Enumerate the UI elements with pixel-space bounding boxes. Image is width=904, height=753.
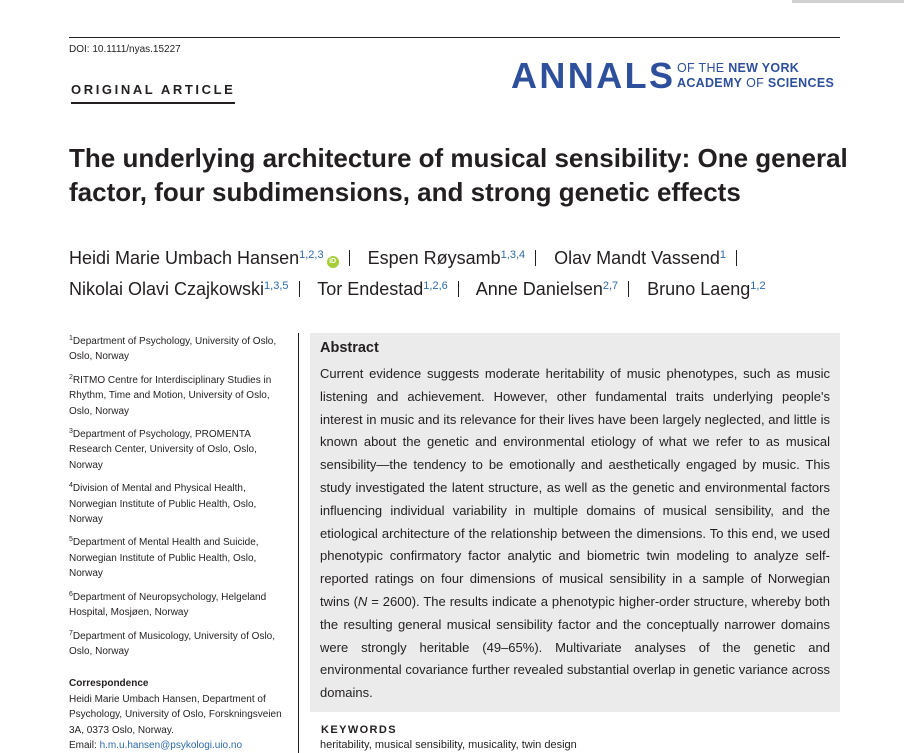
author[interactable] xyxy=(69,248,339,268)
journal-sub-of-the: OF THE xyxy=(677,61,729,75)
author[interactable] xyxy=(368,248,526,268)
author-affiliation-refs[interactable]: 1,2,6 xyxy=(423,280,448,292)
author-separator xyxy=(458,281,459,297)
journal-sub-sciences: SCIENCES xyxy=(767,76,835,90)
abstract-text-part2: = 2600). The results indicate a phenotypic higher-order structure, whereby both the resulting general musical sensibility factor and the conceptually narrower domains were strongly heritable (49–65%). Multivariate analyses of the genetic and environmental covariance further revealed substantial overlap in genetic variance across domains. xyxy=(320,593,830,701)
author-affiliation-refs[interactable]: 1,2,3 xyxy=(299,249,324,261)
author-separator xyxy=(299,281,300,297)
affiliation-text: Division of Mental and Physical Health, Norwegian Institute of Public Health, Oslo, Norway xyxy=(69,483,257,526)
affiliation-number: 5 xyxy=(69,536,73,544)
header-rule xyxy=(69,37,840,38)
affiliation-text: Department of Mental Health and Suicide, Norwegian Institute of Public Health, Oslo, Norway xyxy=(69,537,259,580)
affiliation-number: 1 xyxy=(69,335,73,342)
affiliation-number: 2 xyxy=(69,373,73,381)
affiliation xyxy=(69,626,291,660)
author-name: Olav Mandt Vassend xyxy=(554,248,720,268)
author-name: Bruno Laeng xyxy=(647,279,751,299)
article-title: The underlying architecture of musical sensibility: One general factor, four subdimensions, and strong genetic effects xyxy=(69,143,848,207)
journal-subtitle xyxy=(677,61,834,91)
author-list xyxy=(69,241,849,303)
scroll-indicator xyxy=(792,0,904,3)
abstract-text xyxy=(320,363,830,705)
affiliation xyxy=(69,424,291,473)
affiliation xyxy=(69,478,291,527)
orcid-icon[interactable]: iD xyxy=(327,256,339,268)
keywords-list: heritability, musical sensibility, musicality, twin design xyxy=(320,739,577,751)
column-divider xyxy=(298,333,299,753)
abstract-text-part1: Current evidence suggests moderate heritability of music phenotypes, such as music listening and achievement. However, other fundamental traits underlying people's interest in music and its relevance for their lives have been largely neglected, and little is known about the genetic and environmental etiology of what we refer to as musical sensibility—the tendency to be emotionally and aesthetically engaged by music. This study investigated the latent structure, as well as the genetic and environmental factors influencing individual variability in multiple domains of musical sensibility, and the etiological architecture of the relationship between the dimensions. To this end, we used phenotypic confirmatory factor analytic and biometric twin modeling to analyze self-reported ratings on four dimensions of musical sensibility in a sample of Norwegian twins ( xyxy=(320,366,830,609)
author-name: Tor Endestad xyxy=(317,279,424,299)
author-affiliation-refs[interactable]: 1,2 xyxy=(750,280,766,292)
correspondence-heading: Correspondence xyxy=(69,678,149,690)
author-affiliation-refs[interactable]: 1 xyxy=(719,249,727,261)
author[interactable] xyxy=(317,279,448,299)
affiliation xyxy=(69,331,291,365)
correspondence-text: Heidi Marie Umbach Hansen, Department of Psychology, University of Oslo, Forskningsveien 3A, 0373 Oslo, Norway. xyxy=(69,693,282,736)
affiliations-column xyxy=(69,331,291,753)
journal-sub-new-york: NEW YORK xyxy=(728,61,800,75)
affiliation-number: 3 xyxy=(69,428,73,436)
journal-logo xyxy=(511,55,841,98)
affiliation xyxy=(69,370,291,419)
journal-sub-of: OF xyxy=(742,76,768,90)
author-separator xyxy=(349,250,350,266)
article-type-label: ORIGINAL ARTICLE xyxy=(71,82,235,104)
email-label: Email: xyxy=(69,739,100,751)
affiliation-number: 6 xyxy=(69,590,73,598)
author[interactable] xyxy=(69,279,289,299)
doi[interactable]: DOI: 10.1111/nyas.15227 xyxy=(69,44,181,55)
author-name: Anne Danielsen xyxy=(475,279,603,299)
journal-name: ANNALS xyxy=(511,55,676,96)
keywords-heading: KEYWORDS xyxy=(321,724,397,736)
affiliation xyxy=(69,532,291,581)
author-separator xyxy=(736,250,737,266)
affiliation-text: Department of Psychology, University of Oslo, Oslo, Norway xyxy=(69,336,277,363)
author-separator xyxy=(628,281,629,297)
author[interactable] xyxy=(554,248,726,268)
affiliation-text: Department of Neuropsychology, Helgeland Hospital, Mosjøen, Norway xyxy=(69,591,267,619)
author-affiliation-refs[interactable]: 1,3,5 xyxy=(264,280,289,292)
affiliation-number: 4 xyxy=(69,482,73,490)
author-separator xyxy=(535,250,536,266)
affiliation-text: Department of Musicology, University of Oslo, Oslo, Norway xyxy=(69,630,276,657)
author[interactable] xyxy=(647,279,765,299)
affiliation-text: Department of Psychology, PROMENTA Research Center, University of Oslo, Oslo, Norway xyxy=(69,429,257,471)
journal-sub-academy: ACADEMY xyxy=(677,76,743,90)
correspondence-email-line xyxy=(69,738,291,753)
abstract-box xyxy=(310,333,840,712)
author-affiliation-refs[interactable]: 2,7 xyxy=(602,280,619,292)
author-affiliation-refs[interactable]: 1,3,4 xyxy=(500,249,526,261)
affiliation-text: RITMO Centre for Interdisciplinary Studies in Rhythm, Time and Motion, University of Oslo, Oslo, Norway xyxy=(69,374,272,417)
abstract-n-symbol: N xyxy=(357,593,368,609)
email-link[interactable]: h.m.u.hansen@psykologi.uio.no xyxy=(99,739,243,751)
author-name: Nikolai Olavi Czajkowski xyxy=(69,279,265,299)
abstract-heading: Abstract xyxy=(320,340,379,356)
affiliation-number: 7 xyxy=(69,629,73,637)
author-name: Heidi Marie Umbach Hansen xyxy=(69,248,300,268)
affiliation xyxy=(69,587,291,621)
author-name: Espen Røysamb xyxy=(367,248,501,268)
author[interactable] xyxy=(476,279,618,299)
